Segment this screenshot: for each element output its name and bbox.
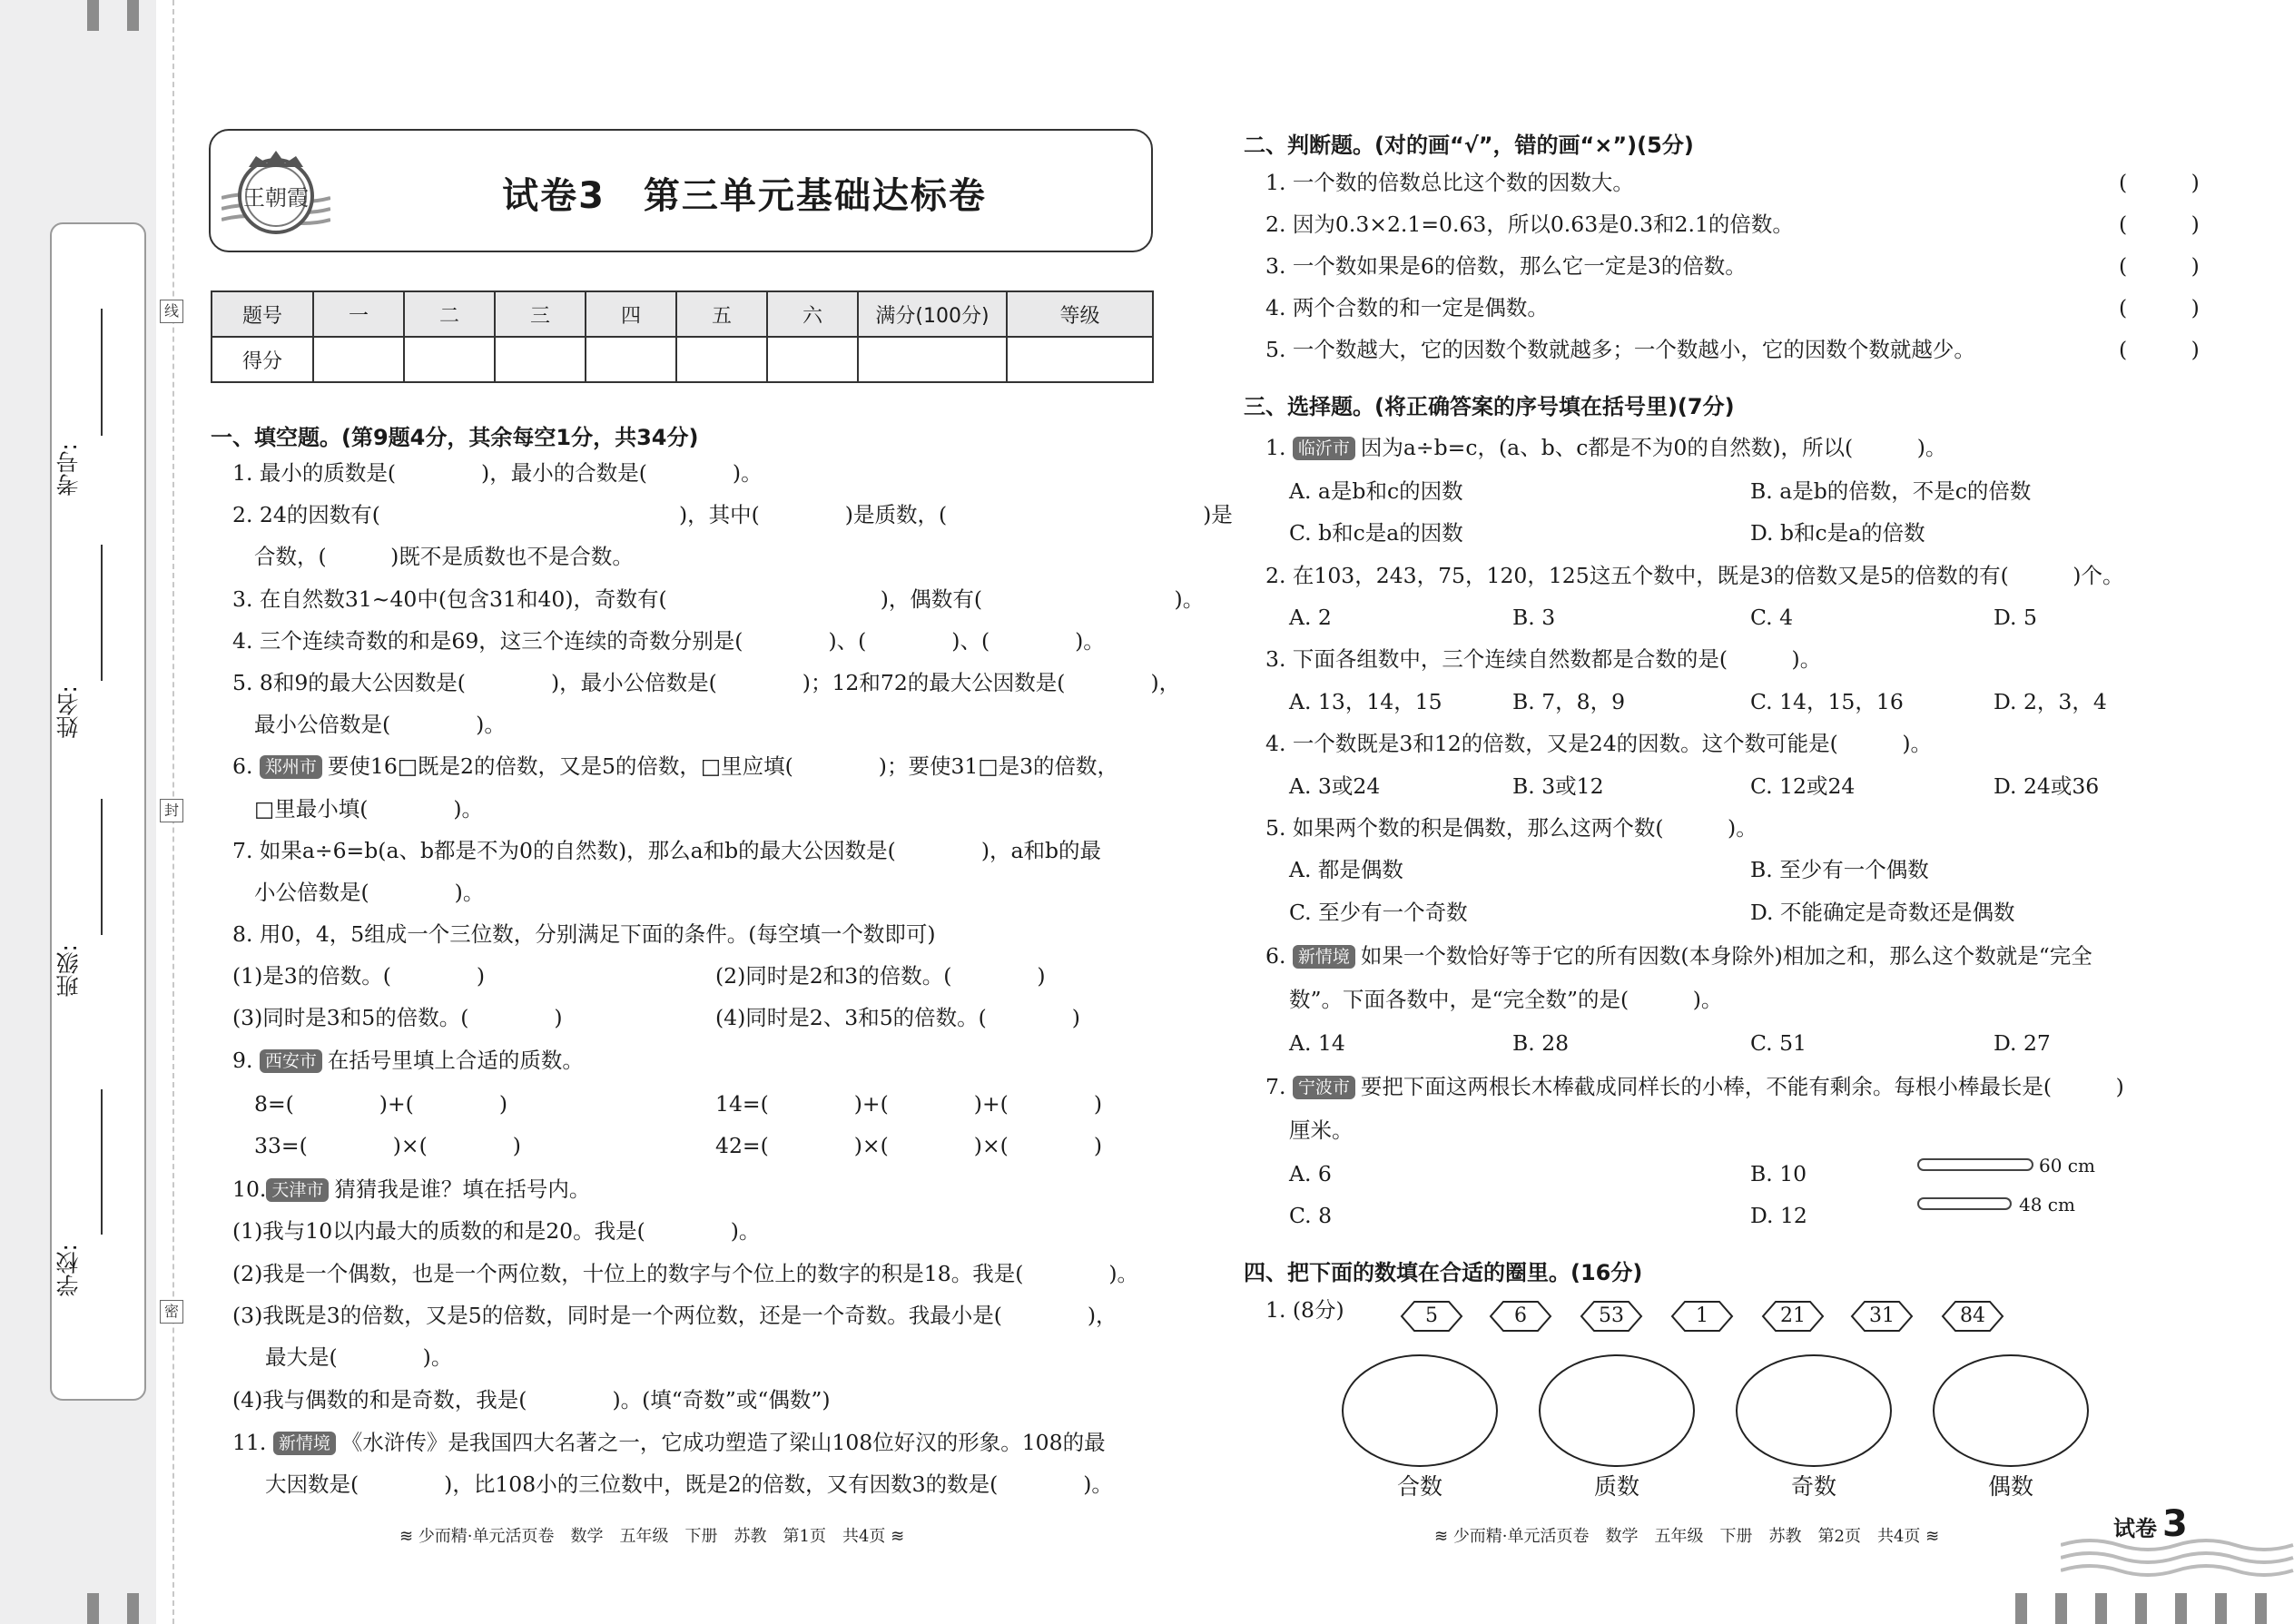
answer-paren[interactable]: ( ): [2119, 337, 2200, 362]
question-line: □里最小填( )。: [254, 796, 484, 822]
number-diamond[interactable]: [1489, 1300, 1552, 1333]
question-line: 1. (8分): [1265, 1297, 1344, 1323]
question-line: 8. 用0，4，5组成一个三位数，分别满足下面的条件。(每空填一个数即可): [232, 921, 936, 947]
stick-label: 48 cm: [2019, 1194, 2075, 1216]
option[interactable]: A. 13，14，15: [1289, 689, 1442, 714]
number-diamond[interactable]: [1670, 1300, 1734, 1333]
table-cell: 五: [676, 291, 767, 337]
score-table-score-row: [212, 337, 1153, 382]
question-text: 要把下面这两根长木棒截成同样长的小棒，不能有剩余。每根小棒最长是( ): [1360, 1074, 2124, 1099]
registration-mark: [87, 0, 99, 31]
registration-mark: [2095, 1593, 2107, 1624]
question-text: 《水浒传》是我国四大名著之一，它成功塑造了梁山108位好汉的形象。108的最: [340, 1430, 1106, 1455]
score-table-header-row: [212, 291, 1153, 337]
question-line: 8=( )+( ): [254, 1091, 508, 1117]
class-label: 班级:: [55, 944, 82, 998]
question-line: (2)我是一个偶数，也是一个两位数，十位上的数字与个位上的数字的积是18。我是( )。: [232, 1261, 1139, 1286]
school-label: 学校:: [55, 1244, 82, 1297]
question-number: 6.: [1265, 943, 1286, 969]
page-number: [2113, 1503, 2188, 1545]
question-line: (3)我既是3的倍数，又是5的倍数，同时是一个两位数，还是一个奇数。我最小是( )，: [232, 1303, 1117, 1328]
option[interactable]: A. 6: [1289, 1161, 1332, 1186]
answer-oval-odd[interactable]: [1736, 1354, 1892, 1467]
question-text: 如果一个数恰好等于它的所有因数(本身除外)相加之和，那么这个数就是“完全: [1360, 943, 2092, 969]
number-diamond[interactable]: [1580, 1300, 1643, 1333]
number-value: 5: [1425, 1304, 1438, 1327]
table-cell: 等级: [1007, 291, 1153, 337]
score-input-cell[interactable]: [404, 337, 495, 382]
question-line: 42=( )×( )×( ): [715, 1133, 1102, 1158]
question-line: 合数，( )既不是质数也不是合数。: [254, 544, 634, 569]
number-diamond[interactable]: [1400, 1300, 1463, 1333]
number-value: 84: [1960, 1304, 1985, 1327]
table-cell: 满分(100分): [858, 291, 1007, 337]
score-input-cell[interactable]: [858, 337, 1007, 382]
question-line: 最小公倍数是( )。: [254, 712, 506, 737]
region-tag: 郑州市: [260, 755, 322, 779]
answer-oval-composite[interactable]: [1342, 1354, 1498, 1467]
option[interactable]: B. 3或12: [1512, 773, 1604, 799]
number-diamond[interactable]: [1761, 1300, 1825, 1333]
table-cell: 得分: [212, 337, 313, 382]
region-tag: 西安市: [260, 1049, 322, 1073]
number-value: 21: [1780, 1304, 1806, 1327]
question-text: 因为a÷b=c，(a、b、c都是不为0的自然数)，所以( )。: [1360, 435, 1947, 460]
answer-paren[interactable]: ( ): [2119, 295, 2200, 320]
number-diamond[interactable]: [1941, 1300, 2004, 1333]
exam-header: [209, 129, 1153, 252]
page-footer-right: ≋ 少而精·单元活页卷 数学 五年级 下册 苏教 第2页 共4页 ≋: [1434, 1527, 1940, 1546]
question-line: [1265, 942, 2092, 969]
table-cell: 题号: [212, 291, 313, 337]
option[interactable]: C. b和c是a的因数: [1289, 520, 1463, 546]
option[interactable]: C. 14，15，16: [1750, 689, 1904, 714]
answer-paren[interactable]: ( ): [2119, 212, 2200, 237]
stick-48cm: [1917, 1197, 2012, 1210]
option[interactable]: C. 8: [1289, 1203, 1333, 1228]
option[interactable]: A. 14: [1289, 1030, 1345, 1056]
question-number: 6.: [232, 753, 253, 779]
option[interactable]: C. 12或24: [1750, 773, 1856, 799]
region-tag: 宁波市: [1293, 1076, 1355, 1099]
answer-oval-even[interactable]: [1933, 1354, 2089, 1467]
student-info-panel: [50, 222, 146, 1401]
question-line: (2)同时是2和3的倍数。( ): [715, 963, 1046, 989]
page-footer-left: ≋ 少而精·单元活页卷 数学 五年级 下册 苏教 第1页 共4页 ≋: [399, 1527, 905, 1546]
option[interactable]: B. a是b的倍数，不是c的倍数: [1750, 478, 2032, 504]
registration-mark: [2055, 1593, 2067, 1624]
question-line: (4)我与偶数的和是奇数，我是( )。(填“奇数”或“偶数”): [232, 1387, 831, 1412]
question-line: 33=( )×( ): [254, 1133, 521, 1158]
number-diamond[interactable]: [1850, 1300, 1914, 1333]
stick-60cm: [1917, 1158, 2033, 1171]
scenario-tag: 新情境: [1293, 945, 1355, 969]
option[interactable]: D. 27: [1994, 1030, 2051, 1056]
section-choice-title: 三、选择题。(将正确答案的序号填在括号里)(7分): [1244, 394, 1735, 419]
score-input-cell[interactable]: [495, 337, 586, 382]
name-blank[interactable]: [101, 545, 103, 681]
section-sort-title: 四、把下面的数填在合适的圈里。(16分): [1244, 1260, 1643, 1285]
option[interactable]: D. 24或36: [1994, 773, 2100, 799]
question-line: [1265, 434, 1946, 461]
question-line: (4)同时是2、3和5的倍数。( ): [715, 1005, 1080, 1030]
option[interactable]: A. 3或24: [1289, 773, 1381, 799]
page-num-value: 3: [2162, 1503, 2188, 1545]
table-cell: 一: [313, 291, 404, 337]
table-cell: 三: [495, 291, 586, 337]
question-number: 10.: [232, 1176, 267, 1202]
option[interactable]: B. 7，8，9: [1512, 689, 1626, 714]
option[interactable]: B. 3: [1512, 605, 1556, 630]
option[interactable]: C. 4: [1750, 605, 1794, 630]
score-input-cell[interactable]: [1007, 337, 1153, 382]
answer-paren[interactable]: ( ): [2119, 253, 2200, 279]
question-line: 小公倍数是( )。: [254, 880, 485, 905]
name-label: 姓名:: [55, 685, 82, 739]
oval-label: 偶数: [1987, 1473, 2033, 1500]
section-judgement-title: 二、判断题。(对的画“√”，错的画“×”)(5分): [1244, 133, 1694, 158]
number-value: 1: [1696, 1304, 1708, 1327]
oval-label: 合数: [1396, 1473, 1442, 1500]
option[interactable]: A. a是b和c的因数: [1289, 478, 1463, 504]
question-line: 3. 在自然数31~40中(包含31和40)，奇数有( )，偶数有( )。: [232, 586, 1205, 612]
question-number: 1.: [1265, 435, 1286, 460]
question-text: 猜猜我是谁？填在括号内。: [334, 1176, 591, 1202]
question-line: 14=( )+( )+( ): [715, 1091, 1102, 1117]
number-value: 53: [1599, 1304, 1624, 1327]
registration-mark: [87, 1593, 99, 1624]
question-line: 厘米。: [1289, 1117, 1354, 1143]
svg-text:王朝霞: 王朝霞: [243, 185, 309, 211]
exam-title: 试卷3 第三单元基础达标卷: [502, 175, 987, 217]
question-line: 5. 如果两个数的积是偶数，那么这两个数( )。: [1265, 815, 1757, 841]
question-line: (1)是3的倍数。( ): [232, 963, 486, 989]
oval-label: 奇数: [1790, 1473, 1836, 1500]
question-line: 4. 一个数既是3和12的倍数，又是24的因数。这个数可能是( )。: [1265, 731, 1932, 756]
option[interactable]: A. 2: [1289, 605, 1332, 630]
registration-mark: [2255, 1593, 2267, 1624]
score-input-cell[interactable]: [676, 337, 767, 382]
question-number: 9.: [232, 1048, 253, 1073]
oval-label: 质数: [1593, 1473, 1639, 1500]
exam-number-label: 考号:: [55, 443, 82, 497]
question-line: 7. 如果a÷6=b(a、b都是不为0的自然数)，那么a和b的最大公因数是( )，a和b的最: [232, 838, 1102, 863]
question-line: 2. 因为0.3×2.1=0.63，所以0.63是0.3和2.1的倍数。: [1265, 212, 1794, 237]
option[interactable]: B. 10: [1750, 1161, 1807, 1186]
question-line: 5. 一个数越大，它的因数个数就越多；一个数越小，它的因数个数就越少。: [1265, 337, 1975, 362]
number-value: 6: [1514, 1304, 1527, 1327]
answer-oval-prime[interactable]: [1539, 1354, 1695, 1467]
cut-mark-seal: 封: [160, 799, 183, 822]
question-line: 数”。下面各数中，是“完全数”的是( )。: [1289, 987, 1723, 1012]
option[interactable]: B. 至少有一个偶数: [1750, 857, 1929, 882]
page-label: 试卷: [2113, 1516, 2157, 1541]
registration-mark: [2175, 1593, 2187, 1624]
answer-paren[interactable]: ( ): [2119, 170, 2200, 195]
question-line: [232, 1176, 590, 1203]
question-line: [232, 753, 1118, 780]
question-line: 2. 在103，243，75，120，125这五个数中，既是3的倍数又是5的倍数的有( )个。: [1265, 563, 2124, 588]
footer-text: 少而精·单元活页卷 数学 五年级 下册 苏教 第1页 共4页: [418, 1527, 886, 1546]
option[interactable]: D. b和c是a的倍数: [1750, 520, 1925, 546]
registration-mark: [2215, 1593, 2227, 1624]
question-number: 7.: [1265, 1074, 1286, 1099]
section-fill-in-title: 一、填空题。(第9题4分，其余每空1分，共34分): [211, 425, 699, 450]
question-line: (3)同时是3和5的倍数。( ): [232, 1005, 563, 1030]
stick-label: 60 cm: [2039, 1155, 2095, 1176]
cut-mark-line: 线: [160, 300, 183, 323]
table-cell: 六: [767, 291, 858, 337]
option[interactable]: D. 5: [1994, 605, 2037, 630]
region-tag: 临沂市: [1293, 437, 1355, 460]
footer-text: 少而精·单元活页卷 数学 五年级 下册 苏教 第2页 共4页: [1452, 1527, 1921, 1546]
exam-number-blank[interactable]: [101, 309, 103, 436]
question-line: 最大是( )。: [265, 1344, 453, 1370]
publisher-logo: [222, 143, 330, 241]
school-blank[interactable]: [101, 1089, 103, 1235]
question-line: (1)我与10以内最大的质数的和是20。我是( )。: [232, 1218, 761, 1244]
question-text: 在括号里填上合适的质数。: [327, 1048, 584, 1073]
score-table: [211, 290, 1154, 383]
question-line: 4. 三个连续奇数的和是69，这三个连续的奇数分别是( )、( )、( )。: [232, 628, 1105, 654]
option[interactable]: C. 51: [1750, 1030, 1807, 1056]
class-blank[interactable]: [101, 799, 103, 935]
question-line: 1. 最小的质数是( )，最小的合数是( )。: [232, 460, 763, 486]
option[interactable]: A. 都是偶数: [1289, 857, 1403, 882]
question-line: [232, 1429, 1106, 1456]
question-line: 1. 一个数的倍数总比这个数的因数大。: [1265, 170, 1634, 195]
score-input-cell[interactable]: [586, 337, 676, 382]
question-number: 11.: [232, 1430, 267, 1455]
table-cell: 四: [586, 291, 676, 337]
option[interactable]: D. 不能确定是奇数还是偶数: [1750, 900, 2015, 925]
question-line: 5. 8和9的最大公因数是( )，最小公倍数是( )；12和72的最大公因数是( )，: [232, 670, 1181, 695]
registration-mark: [2135, 1593, 2147, 1624]
region-tag: 天津市: [266, 1178, 329, 1202]
question-line: 4. 两个合数的和一定是偶数。: [1265, 295, 1549, 320]
question-line: 3. 一个数如果是6的倍数，那么它一定是3的倍数。: [1265, 253, 1747, 279]
question-line: [232, 1047, 584, 1074]
option[interactable]: B. 28: [1512, 1030, 1570, 1056]
question-line: 3. 下面各组数中，三个连续自然数都是合数的是( )。: [1265, 646, 1822, 672]
question-line: 大因数是( )，比108小的三位数中，既是2的倍数，又有因数3的数是( )。: [265, 1471, 1113, 1497]
registration-mark: [127, 1593, 139, 1624]
question-text: 要使16□既是2的倍数，又是5的倍数，□里应填( )；要使31□是3的倍数，: [327, 753, 1119, 779]
number-value: 31: [1869, 1304, 1895, 1327]
question-line: [1265, 1073, 2124, 1100]
option[interactable]: D. 2，3，4: [1994, 689, 2107, 714]
score-input-cell[interactable]: [313, 337, 404, 382]
table-cell: 二: [404, 291, 495, 337]
registration-mark: [127, 0, 139, 31]
cut-mark-secret: 密: [160, 1300, 183, 1324]
option[interactable]: D. 12: [1750, 1203, 1807, 1228]
question-line: 2. 24的因数有( )，其中( )是质数，( )是: [232, 502, 1233, 527]
option[interactable]: C. 至少有一个奇数: [1289, 900, 1468, 925]
registration-mark: [2015, 1593, 2027, 1624]
score-input-cell[interactable]: [767, 337, 858, 382]
scenario-tag: 新情境: [273, 1432, 336, 1455]
